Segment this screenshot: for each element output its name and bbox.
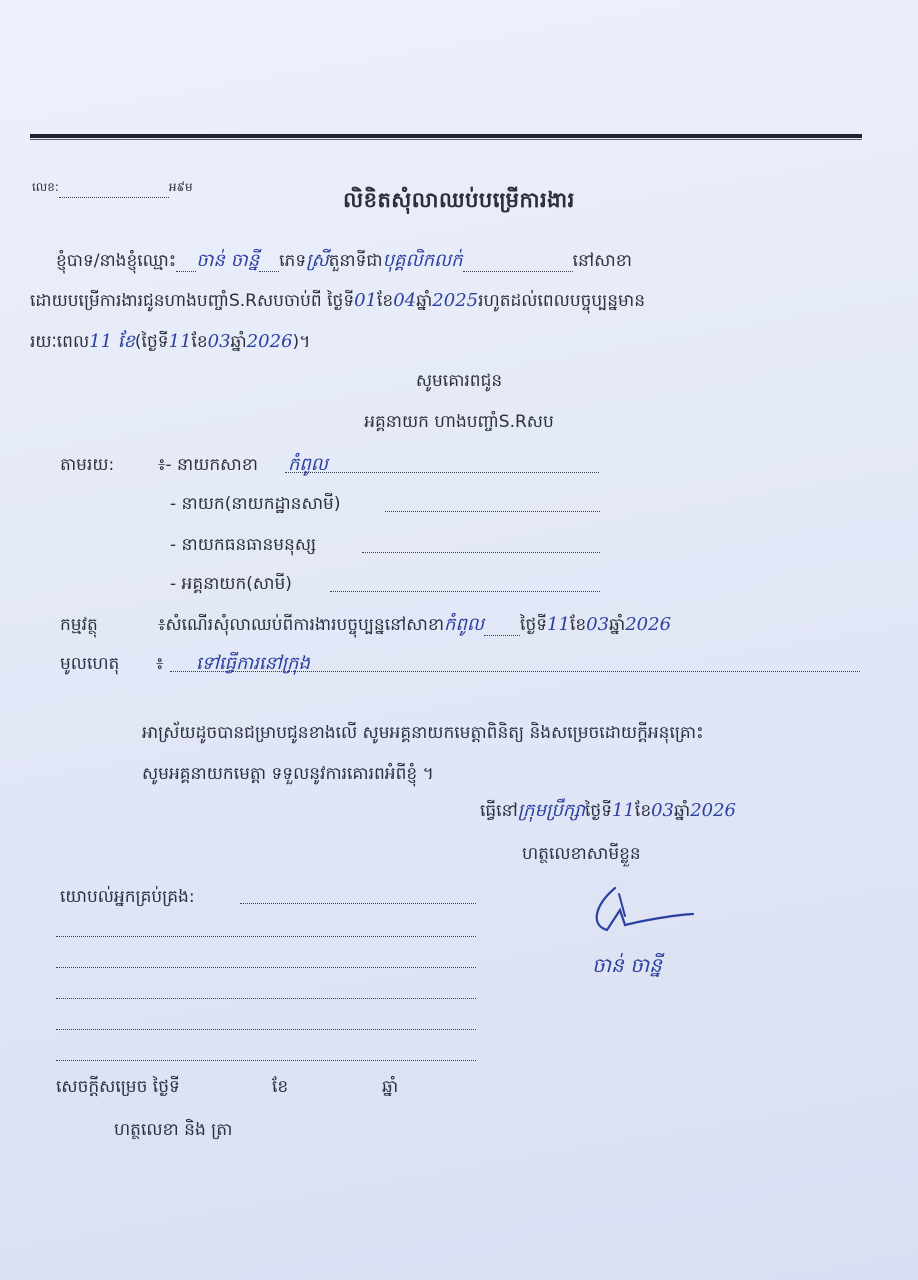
subject-branch: កំពូល [444,614,485,635]
name-label: ខ្ញុំបាទ/នាងខ្ញុំឈ្មោះ [56,251,177,271]
via-item-department: - នាយក(នាយកដ្ឋានសាមី) [170,494,341,514]
reason-label: មូលហេតុ [60,654,120,674]
ref-suffix: អ៩ម [168,180,193,194]
made-month: 03 [651,800,675,821]
subject-year-label: ឆ្នាំ [609,615,626,635]
decision-month-label: ខែ [272,1077,289,1097]
signature-label: ហត្ថលេខាសាមីខ្លួន [522,844,641,864]
employee-sex: ស្រី [306,250,329,271]
made-day: 11 [612,800,635,821]
subject-day: 11 [547,614,570,635]
subject-line [158,614,671,636]
para1-line1 [56,250,632,272]
greeting: សូមគោរពជូន [415,371,503,391]
duration-label: រយៈពេល [30,332,90,352]
recipient: អគ្គនាយក ហាងបញ្ចាំS.Rសប [364,412,554,432]
via-dots-2 [385,511,600,512]
stamp-label: ហត្ថលេខា និង ត្រា [114,1120,233,1140]
via-dots-1 [285,472,599,473]
employee-role: បុគ្គលិកលក់ [382,250,463,271]
via-label: តាមរយ: [60,455,115,475]
duration-value: 11 ខែ [89,331,135,352]
opinion-label: យោបល់អ្នកគ្រប់គ្រង: [60,887,195,907]
decision-label: សេចក្ដីសម្រេច ថ្ងៃទី [56,1077,180,1097]
start-year-label: ឆ្នាំ [416,291,433,311]
para1-line3 [30,331,310,353]
employee-name: ចាន់ ចាន្នី [196,250,260,271]
header-rule [30,134,862,138]
opinion-dots-0 [240,903,476,904]
end-close: )។ [292,332,311,352]
document-title: លិខិតសុំលាឈប់បម្រើការងារ [343,188,575,212]
start-month-label: ខែ [377,291,394,311]
start-day: 01 [354,290,378,311]
via-item-director-general: - អគ្គនាយក(សាមី) [170,574,292,594]
via-dots-3 [362,552,600,553]
closing-line-2: សូមអគ្គនាយកមេត្តា ទទួលនូវការគោរពអំពីខ្ញុំ ។ [142,764,434,784]
end-day-label: (ថ្ងៃទី [134,332,169,352]
start-label: ដោយបម្រើការងារជូនហាងបញ្ចាំS.Rសបចាប់ពី ថ្ងៃទី [30,291,355,311]
opinion-dots-5 [56,1060,476,1061]
opinion-dots-2 [56,967,476,968]
end-day: 11 [168,331,192,352]
subject-month: 03 [586,614,610,635]
made-at-label: ធ្វើនៅ [480,801,518,821]
subject-day-label: ថ្ងៃទី [520,615,548,635]
opinion-dots-1 [56,936,476,937]
end-year-label: ឆ្នាំ [230,332,247,352]
sex-label: ភេទ [279,251,307,271]
made-day-label: ថ្ងៃទី [585,801,613,821]
role-label: តួនាទីជា [328,251,383,271]
made-month-label: ខែ [634,801,652,821]
closing-line-1: អាស្រ័យដូចបានជម្រាបជូនខាងលើ សូមអគ្គនាយកមេត្តាពិនិត្យ និងសម្រេចដោយក្ដីអនុគ្រោះ [142,723,704,743]
subject-label: កម្មវត្ថុ [60,615,98,635]
branch-label: នៅសាខា [572,251,632,271]
subject-text: ៖សំណើរសុំលាឈប់ពីការងារបច្ចុប្បន្ននៅសាខា [158,615,445,635]
via-item-label: ៖- នាយកសាខា [158,455,258,475]
subject-year: 2026 [625,614,672,635]
reason-dots [170,671,860,672]
via-item-value: កំពូល [287,454,328,475]
opinion-dots-3 [56,998,476,999]
decision-year-label: ឆ្នាំ [382,1077,399,1097]
end-month-label: ខែ [191,332,208,352]
signature-mark [585,880,705,940]
start-month: 04 [393,290,417,311]
signer-name: ចាន់ ចាន្នី [592,953,662,977]
para1-line2 [30,290,645,312]
header-rule-thin [30,139,862,140]
reason-colon: ៖ [156,654,164,674]
subject-month-label: ខែ [569,615,587,635]
made-at-place: ក្រុមប្រឹក្សា [517,800,586,821]
via-item-hr: - នាយកធនធានមនុស្ស [170,535,317,555]
end-year: 2026 [246,331,293,352]
reason-value: ទៅធ្វើការនៅក្រុង [196,653,310,674]
start-year: 2025 [432,290,479,311]
opinion-dots-4 [56,1029,476,1030]
via-dots-4 [330,591,600,592]
made-year-label: ឆ្នាំ [674,801,691,821]
made-year: 2026 [690,800,737,821]
made-at-line [480,800,736,822]
ref-label: លេខ: [32,180,59,194]
until-label: រហូតដល់ពេលបច្ចុប្បន្នមាន [478,291,646,311]
end-month: 03 [207,331,231,352]
